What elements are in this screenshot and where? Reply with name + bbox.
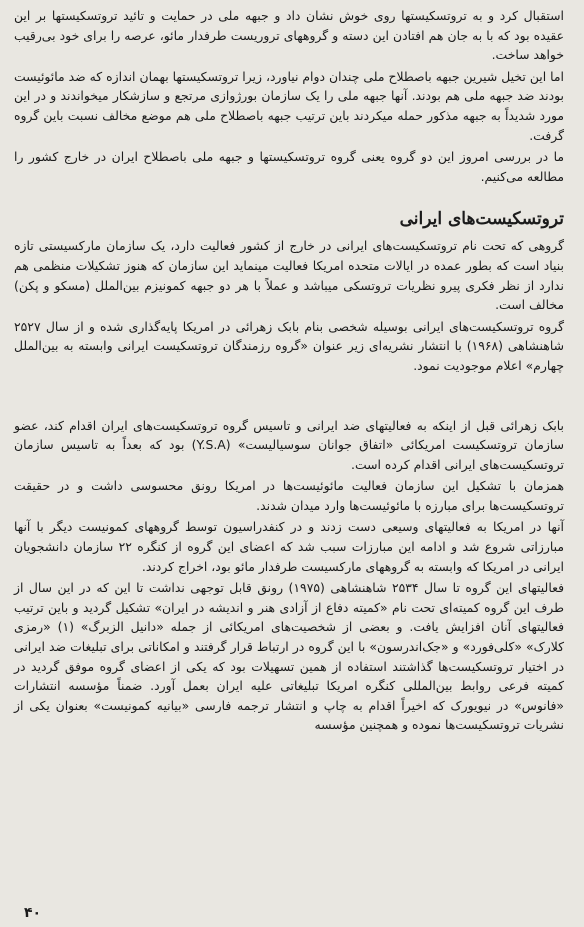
paragraph: همزمان با تشکیل این سازمان فعالیت مائوئیست‌ها در امریکا رونق محسوسی داشت و در حقیقت تروتسکیست‌ها برای مبارزه با مائوئیست‌ها وارد میدان شدند.: [14, 478, 564, 513]
paragraph: بابک زهرائی قبل از اینکه به فعالیتهای ضد ایرانی و تاسیس گروه تروتسکیست‌های ایران اقدام کند، عضو سازمان تروتسکیست امریکائی «اتفاق جوانان سوسیالیست» (Y.S.A) بود که بعداً به تاسیس سازمان تروتسکیست‌های ایرانی اقدام کرده است.: [14, 417, 565, 472]
section-history: [14, 416, 564, 736]
section-intro: [14, 6, 564, 186]
paragraph: ما در بررسی امروز این دو گروه یعنی گروه تروتسکیستها و جبهه ملی باصطلاح ایران در خارج کشور را مطالعه می‌کنیم.: [14, 149, 564, 184]
section-iranian-trotskyists: [14, 236, 564, 375]
paragraph: فعالیتهای این گروه تا سال ۲۵۳۴ شاهنشاهی (۱۹۷۵) رونق قابل توجهی نداشت تا این که در این سال از طرف این گروه کمیته‌ای تحت نام «کمیته دفاع از آزادی هنر و اندیشه در ایران» تشکیل گردید و باین ترتیب فعالیتهای آنان افزایش یافت. و بعضی از شخصیت‌های امریکائی از جمله «دانیل الزبرگ» (۱) «رمزی کلارک» «کلی‌فورد» و «جک‌اندرسون» با این گروه در ارتباط قرار گرفتند و امکاناتی برای تبلیغات ضد ایرانی در اختیار تروتسکیست‌ها گذاشتند استفاده از همین تسهیلات بود که یکی از اعضای گروه موفق گردید در کمیته فرعی روابط بین‌المللی کنگره امریکا تبلیغاتی علیه ایران بعمل آورد. ضمناً مؤسسه انتشارات «فانوس» در نیویورک که اخیراً اقدام به چاپ و انتشار ترجمه فارسی «بیانیه کمونیست» بعنوان یکی از نشریات تروتسکیست‌ها نموده و همچنین مؤسسه: [14, 580, 564, 733]
paragraph: گروهی که تحت نام تروتسکیست‌های ایرانی در خارج از کشور فعالیت دارد، یک سازمان مارکسیستی تازه بنیاد است که بطور عمده در ایالات متحده امریکا فعالیت مینماید این سازمان که هنوز تشکیلات منظمی هم ندارد از نظر فکری پیرو نظریات تروتسکی میباشد و عملاً با هر دو جبهه کمونیزم بین‌الملل (مسکو و پکن) مخالف است.: [14, 238, 564, 313]
paragraph: گروه تروتسکیست‌های ایرانی بوسیله شخصی بنام بابک زهرائی در امریکا پایه‌گذاری شده و از سال ۲۵۲۷ شاهنشاهی (۱۹۶۸) با انتشار نشریه‌ای زیر عنوان «گروه رزمندگان تروتسکیست ایرانی وابسته به بین‌الملل چهارم» اعلام موجودیت نمود.: [14, 318, 564, 373]
paragraph: اما این تخیل شیرین جبهه باصطلاح ملی چندان دوام نیاورد، زیرا تروتسکیستها بهمان اندازه که ضد مائوئیست بودند ضد جبهه ملی هم بودند. آنها جبهه ملی را یک سازمان بورژوازی مرتجع و سازشکار میخواندند و در این مورد شدیداً به جبهه مذکور حمله میکردند باین ترتیب جبهه باصطلاح ملی هم موضع مخالف نسبت باین گروه گرفت.: [14, 68, 564, 143]
paragraph: استقبال کرد و به تروتسکیستها روی خوش نشان داد و جبهه ملی در حمایت و تائید تروتسکیستها بر این عقیده بود که با به جان هم افتادن این دسته و گروههای تروریست طرفدار مائو، عرصه را برای خود بی‌رقیب خواهد ساخت.: [14, 8, 564, 63]
blank-gap: [14, 378, 564, 416]
section-heading: تروتسکیست‌های ایرانی: [399, 209, 564, 230]
page-number: ۴۰: [24, 905, 42, 921]
paragraph: آنها در امریکا به فعالیتهای وسیعی دست زدند و در کنفدراسیون توسط گروههای کمونیست دیگر با آنها مبارزاتی شروع شد و ادامه این مبارزات سبب شد که اعضای این گروه از کنگره ۲۲ سازمان دانشجویان ایرانی در امریکا که وابسته به گروههای مارکسیست طرفدار مائو بود، اخراج کردند.: [14, 519, 564, 574]
